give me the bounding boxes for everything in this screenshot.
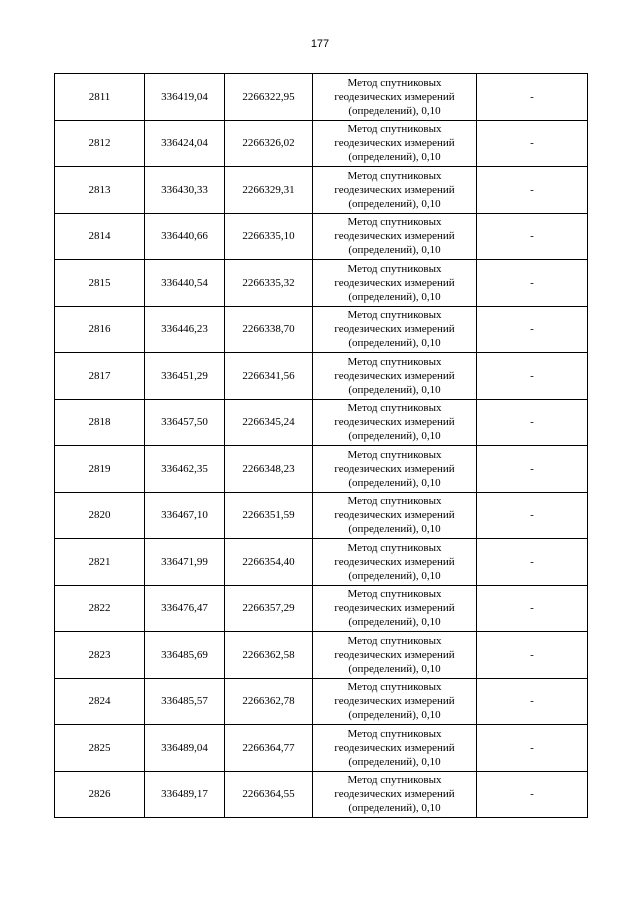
x-coordinate-cell: 336489,17 bbox=[145, 771, 225, 818]
x-coordinate-cell: 336440,66 bbox=[145, 213, 225, 260]
x-coordinate-cell: 336430,33 bbox=[145, 167, 225, 214]
method-line: геодезических измерений bbox=[334, 602, 455, 615]
method-line: геодезических измерений bbox=[334, 137, 455, 150]
method-line: Метод спутниковых bbox=[347, 588, 442, 601]
table-row bbox=[55, 120, 588, 167]
method-line: Метод спутниковых bbox=[347, 309, 442, 322]
point-number-cell: 2818 bbox=[55, 399, 145, 446]
point-number-cell: 2820 bbox=[55, 492, 145, 539]
table-row bbox=[55, 167, 588, 214]
method-cell bbox=[313, 353, 477, 400]
method-line: Метод спутниковых bbox=[347, 495, 442, 508]
x-coordinate-cell: 336457,50 bbox=[145, 399, 225, 446]
point-number-cell: 2812 bbox=[55, 120, 145, 167]
point-number-cell: 2819 bbox=[55, 446, 145, 493]
method-cell bbox=[313, 678, 477, 725]
method-line: Метод спутниковых bbox=[347, 774, 442, 787]
note-cell: - bbox=[477, 539, 588, 586]
method-cell bbox=[313, 492, 477, 539]
method-line: геодезических измерений bbox=[334, 183, 455, 196]
table-row bbox=[55, 771, 588, 818]
table-row bbox=[55, 585, 588, 632]
table-row bbox=[55, 353, 588, 400]
note-cell: - bbox=[477, 725, 588, 772]
table-row bbox=[55, 446, 588, 493]
x-coordinate-cell: 336446,23 bbox=[145, 306, 225, 353]
y-coordinate-cell: 2266354,40 bbox=[225, 539, 313, 586]
table-row bbox=[55, 492, 588, 539]
table-row bbox=[55, 260, 588, 307]
x-coordinate-cell: 336471,99 bbox=[145, 539, 225, 586]
table-row bbox=[55, 725, 588, 772]
method-line: (определений), 0,10 bbox=[348, 709, 441, 722]
method-cell bbox=[313, 725, 477, 772]
x-coordinate-cell: 336462,35 bbox=[145, 446, 225, 493]
y-coordinate-cell: 2266335,10 bbox=[225, 213, 313, 260]
table-row bbox=[55, 399, 588, 446]
method-line: (определений), 0,10 bbox=[348, 523, 441, 536]
method-line: Метод спутниковых bbox=[347, 727, 442, 740]
note-cell: - bbox=[477, 771, 588, 818]
method-line: Метод спутниковых bbox=[347, 681, 442, 694]
method-line: геодезических измерений bbox=[334, 695, 455, 708]
method-cell bbox=[313, 632, 477, 679]
method-line: геодезических измерений bbox=[334, 788, 455, 801]
point-number-cell: 2825 bbox=[55, 725, 145, 772]
method-line: (определений), 0,10 bbox=[348, 430, 441, 443]
note-cell: - bbox=[477, 167, 588, 214]
y-coordinate-cell: 2266338,70 bbox=[225, 306, 313, 353]
table-row bbox=[55, 74, 588, 121]
method-line: геодезических измерений bbox=[334, 462, 455, 475]
method-line: геодезических измерений bbox=[334, 276, 455, 289]
method-line: Метод спутниковых bbox=[347, 355, 442, 368]
method-line: Метод спутниковых bbox=[347, 216, 442, 229]
method-line: (определений), 0,10 bbox=[348, 383, 441, 396]
y-coordinate-cell: 2266348,23 bbox=[225, 446, 313, 493]
note-cell: - bbox=[477, 213, 588, 260]
note-cell: - bbox=[477, 74, 588, 121]
method-cell bbox=[313, 446, 477, 493]
note-cell: - bbox=[477, 353, 588, 400]
x-coordinate-cell: 336485,57 bbox=[145, 678, 225, 725]
method-line: геодезических измерений bbox=[334, 90, 455, 103]
method-line: Метод спутниковых bbox=[347, 123, 442, 136]
method-line: (определений), 0,10 bbox=[348, 755, 441, 768]
x-coordinate-cell: 336440,54 bbox=[145, 260, 225, 307]
method-line: геодезических измерений bbox=[334, 323, 455, 336]
method-line: геодезических измерений bbox=[334, 509, 455, 522]
table-row bbox=[55, 632, 588, 679]
table-row bbox=[55, 678, 588, 725]
method-line: геодезических измерений bbox=[334, 648, 455, 661]
point-number-cell: 2823 bbox=[55, 632, 145, 679]
method-line: Метод спутниковых bbox=[347, 402, 442, 415]
method-line: (определений), 0,10 bbox=[348, 616, 441, 629]
y-coordinate-cell: 2266322,95 bbox=[225, 74, 313, 121]
point-number-cell: 2824 bbox=[55, 678, 145, 725]
y-coordinate-cell: 2266364,77 bbox=[225, 725, 313, 772]
method-line: Метод спутниковых bbox=[347, 541, 442, 554]
method-line: Метод спутниковых bbox=[347, 262, 442, 275]
note-cell: - bbox=[477, 399, 588, 446]
point-number-cell: 2826 bbox=[55, 771, 145, 818]
method-line: (определений), 0,10 bbox=[348, 476, 441, 489]
method-cell bbox=[313, 167, 477, 214]
x-coordinate-cell: 336467,10 bbox=[145, 492, 225, 539]
method-cell bbox=[313, 585, 477, 632]
y-coordinate-cell: 2266362,58 bbox=[225, 632, 313, 679]
y-coordinate-cell: 2266351,59 bbox=[225, 492, 313, 539]
table-row bbox=[55, 306, 588, 353]
y-coordinate-cell: 2266326,02 bbox=[225, 120, 313, 167]
method-line: Метод спутниковых bbox=[347, 169, 442, 182]
note-cell: - bbox=[477, 260, 588, 307]
method-line: (определений), 0,10 bbox=[348, 197, 441, 210]
table-row bbox=[55, 539, 588, 586]
y-coordinate-cell: 2266364,55 bbox=[225, 771, 313, 818]
page-number: 177 bbox=[310, 38, 330, 50]
method-line: (определений), 0,10 bbox=[348, 662, 441, 675]
method-cell bbox=[313, 120, 477, 167]
note-cell: - bbox=[477, 492, 588, 539]
method-line: геодезических измерений bbox=[334, 555, 455, 568]
point-number-cell: 2813 bbox=[55, 167, 145, 214]
method-cell bbox=[313, 213, 477, 260]
table-row bbox=[55, 213, 588, 260]
method-line: Метод спутниковых bbox=[347, 448, 442, 461]
x-coordinate-cell: 336476,47 bbox=[145, 585, 225, 632]
note-cell: - bbox=[477, 306, 588, 353]
point-number-cell: 2817 bbox=[55, 353, 145, 400]
x-coordinate-cell: 336485,69 bbox=[145, 632, 225, 679]
method-line: геодезических измерений bbox=[334, 230, 455, 243]
method-line: геодезических измерений bbox=[334, 416, 455, 429]
method-cell bbox=[313, 74, 477, 121]
method-cell bbox=[313, 260, 477, 307]
point-number-cell: 2822 bbox=[55, 585, 145, 632]
method-cell bbox=[313, 306, 477, 353]
x-coordinate-cell: 336419,04 bbox=[145, 74, 225, 121]
x-coordinate-cell: 336451,29 bbox=[145, 353, 225, 400]
method-line: (определений), 0,10 bbox=[348, 802, 441, 815]
method-cell bbox=[313, 771, 477, 818]
note-cell: - bbox=[477, 120, 588, 167]
point-number-cell: 2814 bbox=[55, 213, 145, 260]
method-cell bbox=[313, 539, 477, 586]
coordinates-table bbox=[54, 73, 588, 818]
y-coordinate-cell: 2266335,32 bbox=[225, 260, 313, 307]
method-line: (определений), 0,10 bbox=[348, 244, 441, 257]
y-coordinate-cell: 2266345,24 bbox=[225, 399, 313, 446]
method-line: (определений), 0,10 bbox=[348, 290, 441, 303]
note-cell: - bbox=[477, 446, 588, 493]
method-cell bbox=[313, 399, 477, 446]
y-coordinate-cell: 2266362,78 bbox=[225, 678, 313, 725]
note-cell: - bbox=[477, 585, 588, 632]
method-line: геодезических измерений bbox=[334, 369, 455, 382]
y-coordinate-cell: 2266329,31 bbox=[225, 167, 313, 214]
note-cell: - bbox=[477, 632, 588, 679]
note-cell: - bbox=[477, 678, 588, 725]
method-line: (определений), 0,10 bbox=[348, 104, 441, 117]
x-coordinate-cell: 336424,04 bbox=[145, 120, 225, 167]
y-coordinate-cell: 2266341,56 bbox=[225, 353, 313, 400]
method-line: Метод спутниковых bbox=[347, 76, 442, 89]
x-coordinate-cell: 336489,04 bbox=[145, 725, 225, 772]
y-coordinate-cell: 2266357,29 bbox=[225, 585, 313, 632]
point-number-cell: 2821 bbox=[55, 539, 145, 586]
method-line: Метод спутниковых bbox=[347, 634, 442, 647]
coordinates-table-body bbox=[55, 74, 588, 818]
method-line: (определений), 0,10 bbox=[348, 151, 441, 164]
point-number-cell: 2811 bbox=[55, 74, 145, 121]
point-number-cell: 2816 bbox=[55, 306, 145, 353]
method-line: (определений), 0,10 bbox=[348, 569, 441, 582]
point-number-cell: 2815 bbox=[55, 260, 145, 307]
method-line: (определений), 0,10 bbox=[348, 337, 441, 350]
method-line: геодезических измерений bbox=[334, 741, 455, 754]
